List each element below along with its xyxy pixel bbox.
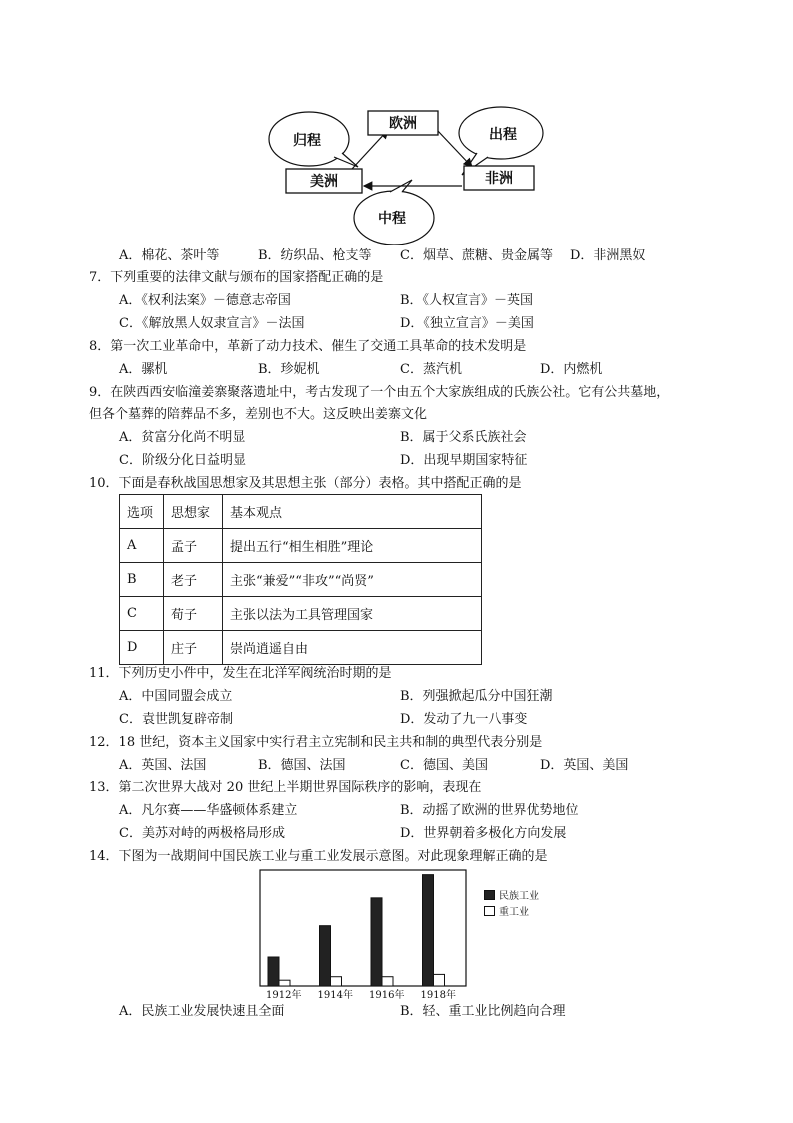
- table-header-cell: 选项: [120, 495, 164, 529]
- q9-stem-line2: 但各个墓葬的陪葬品不多，差别也不大。这反映出姜寨文化: [89, 407, 428, 422]
- q7-stem: 7．下列重要的法律文献与颁布的国家搭配正确的是: [89, 270, 384, 285]
- q7-option-b: B．《人权宣言》－英国: [400, 293, 534, 308]
- table-cell: 崇尚逍遥自由: [223, 631, 482, 665]
- table-row: [120, 563, 482, 597]
- x-tick-label: 1916年: [369, 990, 405, 1000]
- table-header-cell: 基本观点: [223, 495, 482, 529]
- q9-option-d: D．出现早期国家特征: [400, 453, 528, 468]
- table-cell: B: [120, 563, 164, 597]
- q8-option-b: B．珍妮机: [258, 362, 320, 377]
- q6-option-d: D．非洲黑奴: [570, 248, 646, 263]
- table-row: [120, 597, 482, 631]
- legend-swatch-heavy: [484, 906, 495, 916]
- q9-option-a: A．贫富分化尚不明显: [119, 430, 246, 445]
- table-row: [120, 631, 482, 665]
- table-cell: 老子: [164, 563, 223, 597]
- america-label: 美洲: [310, 174, 338, 190]
- legend-label-heavy: 重工业: [499, 907, 529, 918]
- table-cell: D: [120, 631, 164, 665]
- x-tick-label: 1912年: [266, 990, 302, 1000]
- x-tick-label: 1918年: [420, 990, 456, 1000]
- q13-option-b: B．动摇了欧洲的世界优势地位: [400, 803, 579, 818]
- return-label: 归程: [293, 133, 321, 149]
- q12-option-a: A．英国、法国: [119, 758, 207, 773]
- q13-option-c: C．美苏对峙的两极格局形成: [119, 826, 285, 841]
- x-tick-label: 1914年: [317, 990, 353, 1000]
- legend-item-national: [484, 890, 539, 903]
- legend-swatch-national: [484, 890, 495, 900]
- table-cell: 主张“兼爱”“非攻”“尚贤”: [223, 563, 482, 597]
- q11-option-a: A．中国同盟会成立: [119, 689, 233, 704]
- q14-option-a: A．民族工业发展快速且全面: [119, 1004, 285, 1019]
- q9-stem-line1: 9．在陕西西安临潼姜寨聚落遗址中，考古发现了一个由五个大家族组成的氏族公社。它有公共墓地，: [89, 385, 670, 400]
- q7-option-d: D．《独立宣言》－美国: [400, 316, 534, 331]
- table-row: [120, 529, 482, 563]
- q14-option-b: B．轻、重工业比例趋向合理: [400, 1004, 566, 1019]
- q12-option-b: B．德国、法国: [258, 758, 346, 773]
- q9-option-b: B．属于父系氏族社会: [400, 430, 527, 445]
- q6-option-b: B．纺织品、枪支等: [258, 248, 372, 263]
- table-header-row: [120, 495, 482, 529]
- table-cell: A: [120, 529, 164, 563]
- q10-stem: 10．下面是春秋战国思想家及其思想主张（部分）表格。其中搭配正确的是: [89, 476, 522, 491]
- q6-option-c: C．烟草、蔗糖、贵金属等: [400, 248, 553, 263]
- bar-heavy: [279, 980, 290, 986]
- bar-national: [268, 957, 279, 986]
- bar-heavy: [382, 977, 393, 986]
- bar-heavy: [331, 977, 342, 986]
- chart-legend: [484, 890, 539, 919]
- q13-stem: 13．第二次世界大战对 20 世纪上半期世界国际秩序的影响，表现在: [89, 780, 482, 795]
- bar-national: [423, 875, 434, 986]
- africa-label: 非洲: [485, 171, 513, 187]
- middle-label: 中程: [378, 211, 406, 227]
- q12-option-d: D．英国、美国: [540, 758, 629, 773]
- q8-option-c: C．蒸汽机: [400, 362, 462, 377]
- bar-national: [371, 898, 382, 986]
- table-cell: 孟子: [164, 529, 223, 563]
- q9-option-c: C．阶级分化日益明显: [119, 453, 246, 468]
- q12-option-c: C．德国、美国: [400, 758, 488, 773]
- q11-option-d: D．发动了九一八事变: [400, 712, 528, 727]
- q13-option-d: D．世界朝着多极化方向发展: [400, 826, 567, 841]
- legend-item-heavy: [484, 906, 539, 919]
- bar-heavy: [434, 974, 445, 986]
- industry-bar-chart: [254, 868, 474, 1000]
- q13-option-a: A．凡尔赛——华盛顿体系建立: [119, 803, 298, 818]
- europe-label: 欧洲: [389, 116, 417, 132]
- table-cell: 荀子: [164, 597, 223, 631]
- outbound-label: 出程: [489, 127, 517, 143]
- table-header-cell: 思想家: [164, 495, 223, 529]
- q7-option-c: C．《解放黑人奴隶宣言》－法国: [119, 316, 305, 331]
- q11-option-c: C．袁世凯复辟帝制: [119, 712, 233, 727]
- q11-option-b: B．列强掀起瓜分中国狂潮: [400, 689, 553, 704]
- q7-option-a: A．《权利法案》－德意志帝国: [119, 293, 291, 308]
- chart-frame: [260, 870, 466, 986]
- triangle-trade-diagram: [262, 105, 562, 245]
- legend-label-national: 民族工业: [499, 891, 539, 902]
- q12-stem: 12．18 世纪，资本主义国家中实行君主立宪制和民主共和制的典型代表分别是: [89, 735, 543, 750]
- thinkers-table: [119, 494, 482, 665]
- q14-stem: 14．下图为一战期间中国民族工业与重工业发展示意图。对此现象理解正确的是: [89, 849, 548, 864]
- q6-option-a: A．棉花、茶叶等: [119, 248, 220, 263]
- bar-national: [320, 926, 331, 986]
- q8-option-a: A．骡机: [119, 362, 168, 377]
- table-cell: C: [120, 597, 164, 631]
- table-cell: 主张以法为工具管理国家: [223, 597, 482, 631]
- q8-option-d: D．内燃机: [540, 362, 603, 377]
- table-cell: 提出五行“相生相胜”理论: [223, 529, 482, 563]
- table-cell: 庄子: [164, 631, 223, 665]
- q11-stem: 11．下列历史小件中，发生在北洋军阀统治时期的是: [89, 666, 392, 681]
- q8-stem: 8．第一次工业革命中，革新了动力技术、催生了交通工具革命的技术发明是: [89, 339, 527, 354]
